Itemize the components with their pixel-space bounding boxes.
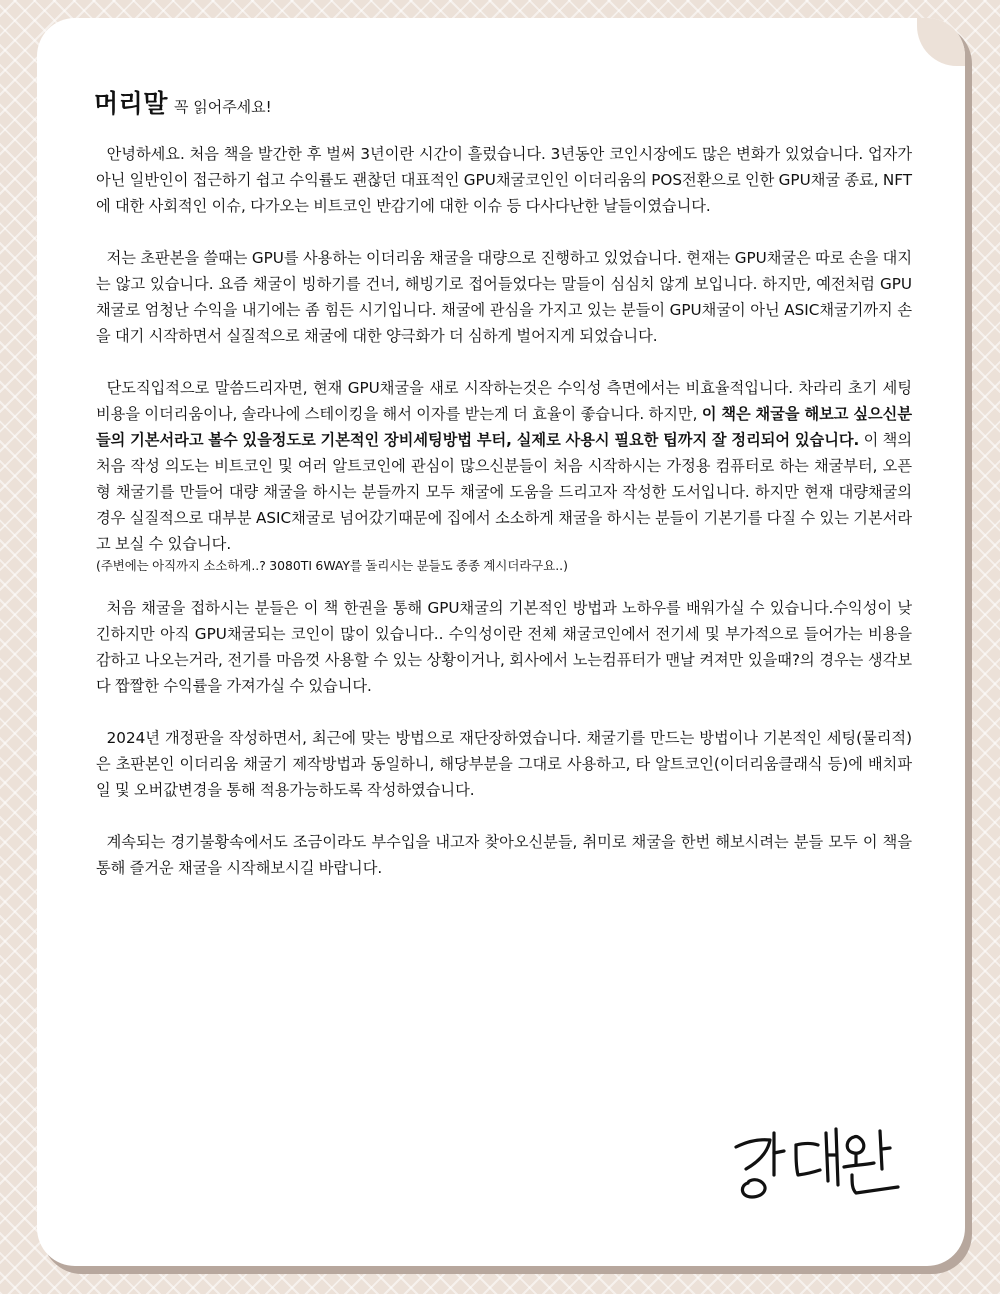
paragraph-3	[96, 375, 912, 575]
paragraph-4: 처음 채굴을 접하시는 분들은 이 책 한권을 통해 GPU채굴의 기본적인 방법과 노하우를 배워가실 수 있습니다.수익성이 낮긴하지만 아직 GPU채굴되는 코인이 많이 있습니다.. 수익성이란 전체 채굴코인에서 전기세 및 부가적으로 들어가는 비용을 감하고 나오는거라, 전기를 마음껏 사용할 수 있는 상황이거나, 회사에서 노는컴퓨터가 맨날 켜져만 있을때?의 경우는 생각보다 짭짤한 수익률을 가져가실 수 있습니다.	[96, 599, 912, 695]
paragraph-5: 2024년 개정판을 작성하면서, 최근에 맞는 방법으로 재단장하였습니다. 채굴기를 만드는 방법이나 기본적인 세팅(물리적)은 초판본인 이더리움 채굴기 제작방법과 동일하니, 해당부분을 그대로 사용하고, 타 알트코인(이더리움클래식 등)에 배치파일 및 오버값변경을 통해 적용가능하도록 작성하였습니다.	[96, 729, 912, 799]
page-card	[37, 18, 965, 1266]
handwritten-signature	[730, 1125, 905, 1203]
preface-heading	[94, 84, 272, 120]
page-corner-notch	[917, 18, 965, 66]
paragraph-3-note: (주변에는 아직까지 소소하게..? 3080TI 6WAY를 돌리시는 분들도 종종 계시더라구요..)	[96, 558, 568, 573]
paragraph-3-text-a: 단도직입적으로 말씀드리자면, 현재 GPU채굴을 새로 시작하는것은 수익성 측면에서는 비효율적입니다. 차라리 초기 세팅비용을 이더리움이나, 솔라나에 스테이킹을 해서 이자를 받는게 더 효율이 좋습니다. 하지만,	[96, 379, 912, 423]
preface-body	[96, 141, 912, 907]
paragraph-3-bold: 이 책은 채굴을 해보고 싶으신분들의 기본서라고 볼수 있을정도로 기본적인 장비세팅방법 부터, 실제로 사용시 필요한 팁까지 잘 정리되어 있습니다.	[96, 405, 913, 449]
paragraph-1: 안녕하세요. 처음 책을 발간한 후 벌써 3년이란 시간이 흘렀습니다. 3년동안 코인시장에도 많은 변화가 있었습니다. 업자가 아닌 일반인이 접근하기 쉽고 수익률도 괜찮던 대표적인 GPU채굴코인인 이더리움의 POS전환으로 인한 GPU채굴 종료, NFT에 대한 사회적인 이슈, 다가오는 비트코인 반감기에 대한 이슈 등 다사다난한 날들이였습니다.	[96, 145, 912, 215]
paragraph-3-text-b: 이 책의 처음 작성 의도는 비트코인 및 여러 알트코인에 관심이 많으신분들이 처음 시작하시는 가정용 컴퓨터로 하는 채굴부터, 오픈형 채굴기를 만들어 대량 채굴을 하시는 분들까지 모두 채굴에 도움을 드리고자 작성한 도서입니다. 하지만 현재 대량채굴의 경우 실질적으로 대부분 ASIC채굴로 넘어갔기때문에 집에서 소소하게 채굴을 하시는 분들이 기본기를 다질 수 있는 기본서라고 보실 수 있습니다.	[96, 431, 912, 553]
page-title: 머리말	[94, 89, 168, 118]
paragraph-6: 계속되는 경기불황속에서도 조금이라도 부수입을 내고자 찾아오신분들, 취미로 채굴을 한번 해보시려는 분들 모두 이 책을 통해 즐거운 채굴을 시작해보시길 바랍니다.	[96, 833, 912, 877]
paragraph-2: 저는 초판본을 쓸때는 GPU를 사용하는 이더리움 채굴을 대량으로 진행하고 있었습니다. 현재는 GPU채굴은 따로 손을 대지는 않고 있습니다. 요즘 채굴이 빙하기를 건너, 해빙기로 접어들었다는 말들이 심심치 않게 보입니다. 하지만, 예전처럼 GPU채굴로 엄청난 수익을 내기에는 좀 힘든 시기입니다. 채굴에 관심을 가지고 있는 분들이 GPU채굴이 아닌 ASIC채굴기까지 손을 대기 시작하면서 실질적으로 채굴에 대한 양극화가 더 심하게 벌어지게 되었습니다.	[96, 249, 912, 345]
page-subtitle: 꼭 읽어주세요!	[173, 98, 272, 116]
